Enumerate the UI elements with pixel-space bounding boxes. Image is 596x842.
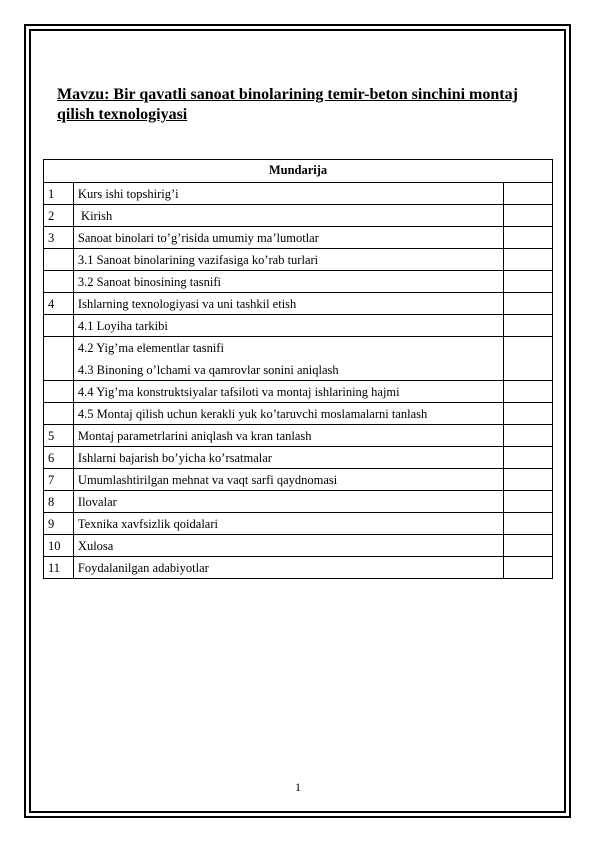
toc-row [44,271,553,293]
toc-row-number [44,381,74,403]
toc-row-title-cell [73,337,503,381]
toc-row-title-cell [73,293,503,315]
toc-row-title-cell [73,205,503,227]
toc-row-title: 4.1 Loyiha tarkibi [77,319,168,333]
toc-row-number: 11 [44,557,74,579]
toc-row [44,535,553,557]
toc-row-page [504,469,553,491]
toc-row-number: 6 [44,447,74,469]
toc-row-number [44,403,74,425]
toc-row-page [504,315,553,337]
toc-row-title-cell [73,557,503,579]
toc-row-number [44,271,74,293]
toc-row [44,315,553,337]
toc-row-number: 1 [44,183,74,205]
toc-row [44,425,553,447]
toc-row [44,381,553,403]
toc-row-page [504,447,553,469]
toc-row-number: 4 [44,293,74,315]
toc-row-title: Ilovalar [77,495,117,509]
toc-row-title-cell [73,249,503,271]
toc-row-title: Kurs ishi topshirig’i [77,187,179,201]
toc-row-title: 4.3 Binoning o’lchami va qamrovlar sonini aniqlash [77,363,339,377]
toc-row-number: 8 [44,491,74,513]
toc-row-page [504,183,553,205]
toc-row-title-cell [73,381,503,403]
toc-row-number: 2 [44,205,74,227]
toc-row [44,491,553,513]
toc-row-title: 4.5 Montaj qilish uchun kerakli yuk ko’taruvchi moslamalarni tanlash [77,407,428,421]
toc-row-title: Kirish [77,209,113,223]
toc-row-title: 4.4 Yig’ma konstruktsiyalar tafsiloti va montaj ishlarining hajmi [77,385,400,399]
toc-row-title: Umumlashtirilgan mehnat va vaqt sarfi qaydnomasi [77,473,338,487]
toc-row-title-cell [73,315,503,337]
toc-row-page [504,205,553,227]
table-of-contents [43,159,553,579]
toc-row-title-cell [73,183,503,205]
toc-row-page [504,271,553,293]
toc-row-page [504,491,553,513]
toc-header: Mundarija [44,160,553,183]
toc-row [44,205,553,227]
toc-row-page [504,403,553,425]
toc-row-title-cell [73,227,503,249]
toc-row-title-cell [73,535,503,557]
toc-row-page [504,513,553,535]
toc-row-page [504,535,553,557]
toc-row-title: Xulosa [77,539,114,553]
toc-row-title-cell [73,469,503,491]
toc-row [44,403,553,425]
toc-row-title-cell [73,491,503,513]
toc-row-number: 3 [44,227,74,249]
toc-row-page [504,293,553,315]
toc-row-number: 5 [44,425,74,447]
toc-row-title-cell [73,271,503,293]
toc-header-row [44,160,553,183]
toc-row [44,557,553,579]
toc-row-page [504,337,553,381]
toc-row-title-cell [73,513,503,535]
toc-row [44,249,553,271]
toc-row-title: Ishlarning texnologiyasi va uni tashkil etish [77,297,297,311]
toc-row [44,513,553,535]
toc-row-title: Foydalanilgan adabiyotlar [77,561,209,575]
toc-row-title-cell [73,447,503,469]
toc-row-page [504,557,553,579]
document-title: Mavzu: Bir qavatli sanoat binolarining temir-beton sinchini montaj qilish texnologiyasi [57,86,518,123]
toc-row [44,293,553,315]
toc-row-title: 4.2 Yig’ma elementlar tasnifi [77,341,224,355]
toc-row [44,183,553,205]
toc-row-title: Ishlarni bajarish bo’yicha ko’rsatmalar [77,451,272,465]
toc-row [44,447,553,469]
toc-row-title: 3.1 Sanoat binolarining vazifasiga ko’rab turlari [77,253,319,267]
toc-row [44,469,553,491]
toc-row-title-cell [73,425,503,447]
toc-row-page [504,425,553,447]
toc-row-number [44,315,74,337]
toc-row-number: 10 [44,535,74,557]
page-number: 1 [295,780,301,794]
toc-row-number [44,249,74,271]
toc-row-number: 9 [44,513,74,535]
toc-row-title-cell [73,403,503,425]
toc-row [44,337,553,381]
toc-row-page [504,249,553,271]
toc-row-title: Montaj parametrlarini aniqlash va kran tanlash [77,429,312,443]
toc-row-title: Sanoat binolari to’g’risida umumiy ma’lumotlar [77,231,319,245]
toc-row-title: 3.2 Sanoat binosining tasnifi [77,275,221,289]
toc-row-title: Texnika xavfsizlik qoidalari [77,517,218,531]
toc-row-number [44,337,74,381]
toc-row-page [504,227,553,249]
toc-row-page [504,381,553,403]
toc-row-number: 7 [44,469,74,491]
toc-row [44,227,553,249]
